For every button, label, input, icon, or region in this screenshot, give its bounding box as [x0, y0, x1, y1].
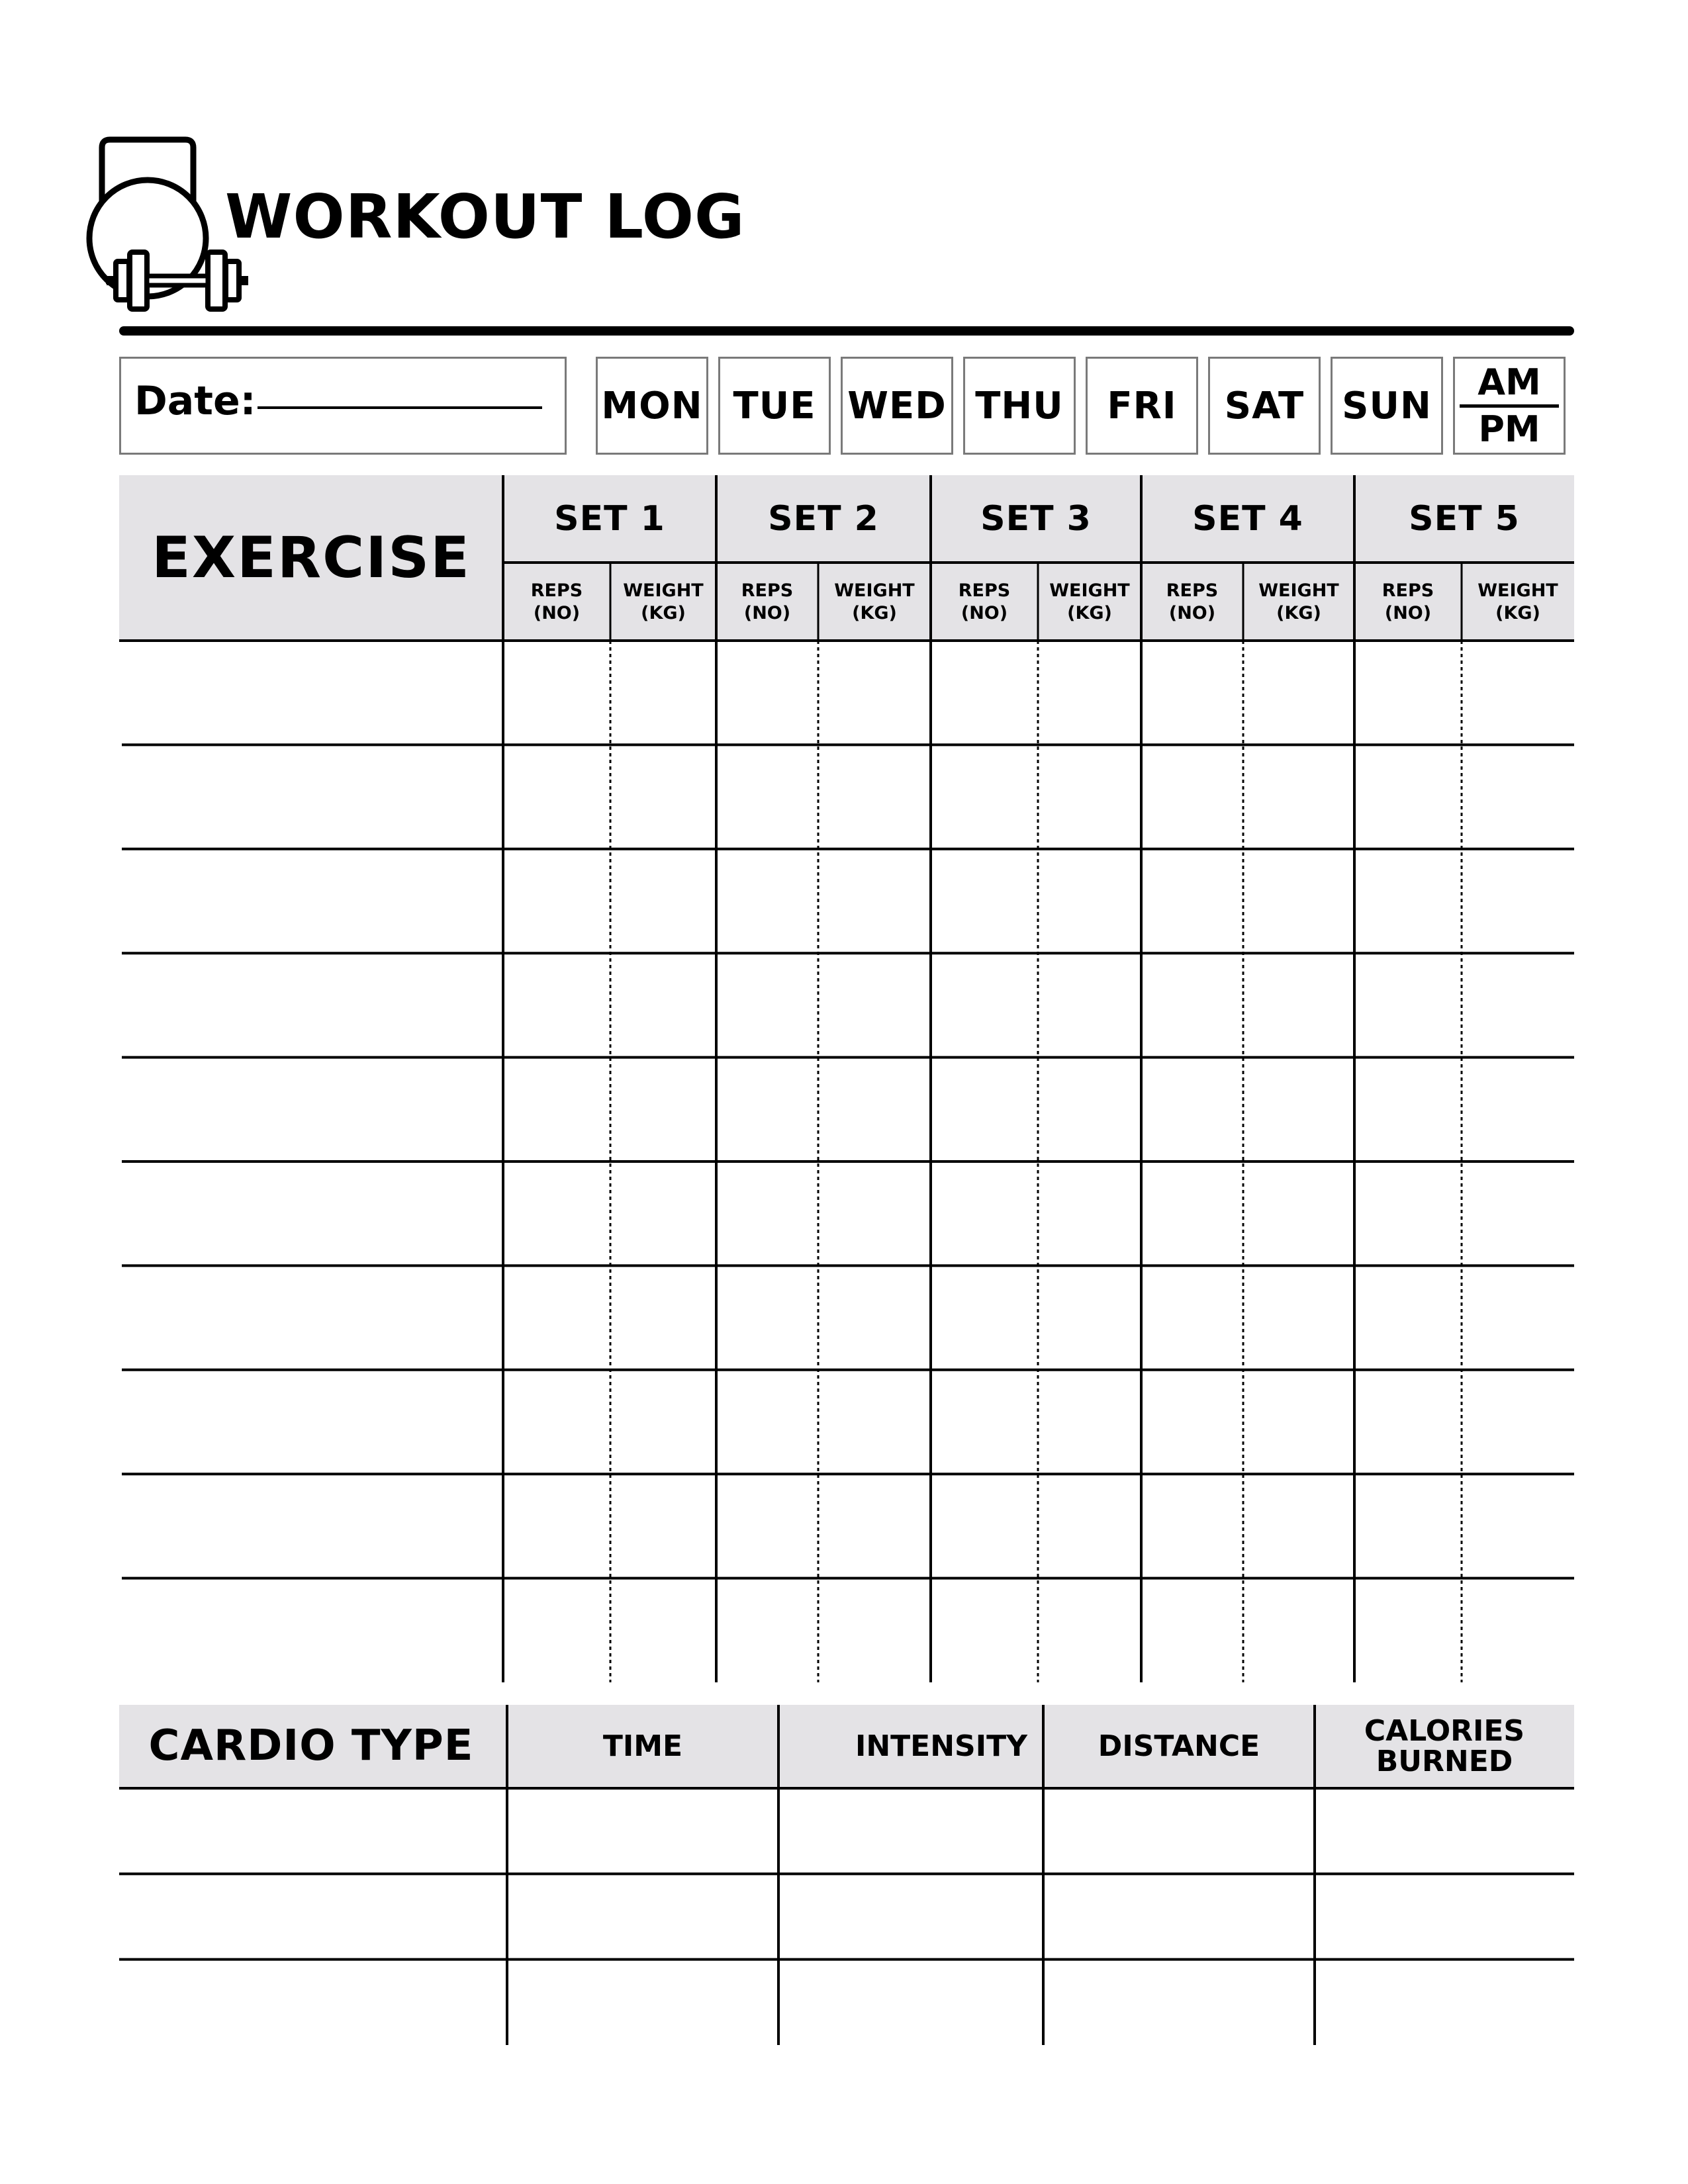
- pm-label: PM: [1478, 408, 1540, 450]
- exercise-row-5[interactable]: [119, 1058, 503, 1161]
- cardio-row-2[interactable]: [119, 1874, 1574, 1959]
- distance-header: DISTANCE: [1098, 1729, 1260, 1763]
- exercise-row-3[interactable]: [119, 849, 503, 953]
- set-5-header: SET 5: [1409, 499, 1520, 539]
- set-5-reps-header: REPS (NO): [1382, 580, 1434, 623]
- calories-burned-header: CALORIES BURNED: [1364, 1713, 1525, 1778]
- ampm-divider: [1460, 404, 1559, 408]
- title-divider: [119, 326, 1574, 336]
- exercise-row-10[interactable]: [119, 1578, 503, 1682]
- set-3-weight-header: WEIGHT (KG): [1049, 580, 1130, 623]
- set-2-weight-header: WEIGHT (KG): [834, 580, 915, 623]
- date-field[interactable]: [258, 406, 542, 409]
- set-1-reps-header: REPS (NO): [530, 580, 583, 623]
- page-title: WORKOUT LOG: [225, 181, 745, 252]
- exercise-row-6[interactable]: [119, 1161, 503, 1265]
- set-2-header: SET 2: [768, 499, 879, 539]
- day-box-sat[interactable]: SAT: [1208, 357, 1321, 455]
- date-label: Date:: [134, 378, 256, 424]
- date-box: [119, 357, 567, 455]
- set-4-header: SET 4: [1192, 499, 1303, 539]
- set-4-weight-header: WEIGHT (KG): [1258, 580, 1339, 623]
- set-1-header: SET 1: [554, 499, 665, 539]
- day-box-thu[interactable]: THU: [963, 357, 1076, 455]
- exercise-row-4[interactable]: [119, 953, 503, 1057]
- exercise-header: EXERCISE: [152, 525, 471, 591]
- set-3-reps-header: REPS (NO): [958, 580, 1011, 623]
- cardio-row-3[interactable]: [119, 1960, 1574, 2045]
- set-1-weight-header: WEIGHT (KG): [623, 580, 704, 623]
- set-4-reps-header: REPS (NO): [1166, 580, 1219, 623]
- day-box-fri[interactable]: FRI: [1086, 357, 1198, 455]
- exercise-row-7[interactable]: [119, 1265, 503, 1369]
- am-label: AM: [1477, 361, 1541, 403]
- ampm-box[interactable]: [1453, 357, 1566, 455]
- exercise-row-2[interactable]: [119, 745, 503, 848]
- set-3-header: SET 3: [980, 499, 1092, 539]
- cardio-row-1[interactable]: [119, 1788, 1574, 1874]
- exercise-table: [119, 475, 1574, 1682]
- day-box-tue[interactable]: TUE: [718, 357, 831, 455]
- exercise-row-1[interactable]: [119, 641, 503, 745]
- day-box-wed[interactable]: WED: [841, 357, 953, 455]
- cardio-type-header: CARDIO TYPE: [148, 1721, 474, 1771]
- day-box-mon[interactable]: MON: [596, 357, 708, 455]
- time-header: TIME: [602, 1729, 683, 1763]
- set-5-weight-header: WEIGHT (KG): [1477, 580, 1558, 623]
- intensity-header: INTENSITY: [855, 1729, 1027, 1763]
- cardio-table: [119, 1705, 1574, 2045]
- set-2-reps-header: REPS (NO): [741, 580, 794, 623]
- day-box-sun[interactable]: SUN: [1331, 357, 1443, 455]
- exercise-row-8[interactable]: [119, 1370, 503, 1474]
- exercise-row-9[interactable]: [119, 1474, 503, 1578]
